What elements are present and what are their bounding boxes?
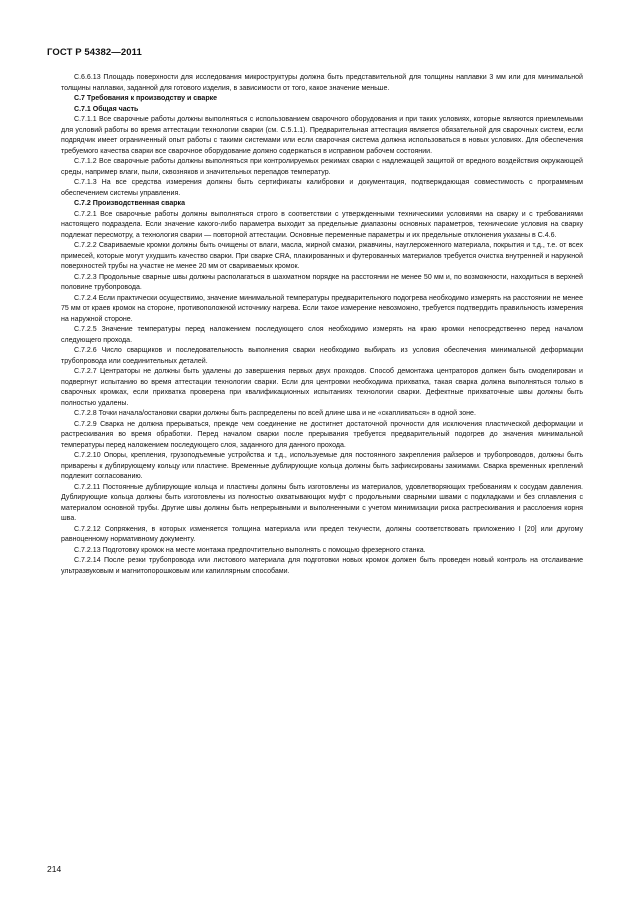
paragraph-c726: С.7.2.6 Число сварщиков и последовательность выполнения сварки необходимо выбирать из условия обеспечения минимальной деформации трубопровода или соединительных деталей. bbox=[61, 347, 583, 365]
paragraph-c7213: С.7.2.13 Подготовку кромок на месте монтажа предпочтительно выполнять с помощью фрезерного станка. bbox=[74, 546, 426, 554]
paragraph-c721: С.7.2.1 Все сварочные работы должны выполняться строго в соответствии с утвержденными техническими условиями на сварку и с требованиями настоящего подраздела. Если значение какого-либо параметра выходит за предельные диапазоны основных параметров, технические условия на сварку подлежат пересмотру, а технология сварки — повторной аттестации. Основные переменные параметры и их предельные отклонения указаны в С.4.6. bbox=[61, 210, 583, 239]
document-body bbox=[61, 73, 583, 577]
page-number: 214 bbox=[47, 864, 62, 874]
paragraph-c712: С.7.1.2 Все сварочные работы должны выполняться при контролируемых режимах сварки с надлежащей защитой от вредного воздействия окружающей среды, например влаги, пыли, сквозняков и значительных перепадов температур. bbox=[61, 158, 583, 176]
paragraph-c723: С.7.2.3 Продольные сварные швы должны располагаться в шахматном порядке на расстоянии не менее 50 мм и, по возможности, находиться в верхней половине трубопровода. bbox=[61, 273, 583, 291]
paragraph-c711: С.7.1.1 Все сварочные работы должны выполняться с использованием сварочного оборудования и при таких условиях, которые являются приемлемыми для условий работы во время аттестации технологии сварки (см. С.5.1.1). Предварительная аттестация является обязательной для сварочных систем, если подрядчик имеет ограниченный опыт работы с такими системами или если сварочная система должна использоваться в новых условиях. Для обеспечения требуемого качества сварки все сварочное оборудование должно содержаться в исправном рабочем состоянии. bbox=[61, 116, 583, 155]
paragraph-c724: С.7.2.4 Если практически осуществимо, значение минимальной температуры предварительного подогрева необходимо измерять на расстоянии не менее 75 мм от краев кромок на стороне, противоположной источнику нагрева. Если такое измерение невозможно, требуется подтвердить правильность измерения на наружной стороне. bbox=[61, 294, 583, 323]
paragraph-c7212: С.7.2.12 Сопряжения, в которых изменяется толщина материала или предел текучести, должны соответствовать приложению I [20] или другому равноценному нормативному документу. bbox=[61, 525, 583, 543]
section-heading-c72: С.7.2 Производственная сварка bbox=[74, 200, 185, 207]
paragraph-c729: С.7.2.9 Сварка не должна прерываться, прежде чем соединение не достигнет достаточной прочности для исключения пластической деформации и растрескивания во время обработки. Перед началом сварки после прерывания требуется предварительный подогрев до значения минимальной температуры перед наложением последующего слоя, заданного для данного прохода. bbox=[61, 420, 583, 449]
paragraph-c713: С.7.1.3 На все средства измерения должны быть сертификаты калибровки и документация, подтверждающая совместимость с программным обеспечением системы управления. bbox=[61, 179, 583, 197]
section-heading-c7: С.7 Требования к производству и сварке bbox=[74, 95, 218, 102]
paragraph-c7210: С.7.2.10 Опоры, крепления, грузоподъемные устройства и т.д., используемые для постоянного закрепления райзеров и трубопроводов, должны быть приварены к дублирующему кольцу или пластине. Временные дублирующие кольца должны быть зафиксированы зажимами. Сварка временных креплений подлежит согласованию. bbox=[61, 452, 583, 480]
paragraph-c722: С.7.2.2 Свариваемые кромки должны быть очищены от влаги, масла, жирной смазки, ржавчины, науглероженного материала, покрытия и т.д., т.е. от всех примесей, которые могут ухудшить качество сварки. При сварке CRA, плакированных и футерованных материалов требуется очистка внутренней и наружной поверхностей трубы на участке не менее 20 мм от свариваемых кромок. bbox=[61, 242, 583, 270]
section-heading-c71: С.7.1 Общая часть bbox=[74, 105, 139, 113]
paragraph-c725: С.7.2.5 Значение температуры перед наложением последующего слоя необходимо измерять на краю кромки непосредственно перед началом следующего прохода. bbox=[61, 326, 583, 344]
document-header: ГОСТ Р 54382—2011 bbox=[47, 47, 142, 58]
paragraph-c7214: С.7.2.14 После резки трубопровода или листового материала для подготовки новых кромок должен быть проведен новый контроль на отслаивание ультразвуковым и магнитопорошковым или капиллярным способами. bbox=[61, 557, 583, 575]
paragraph-c7211: С.7.2.11 Постоянные дублирующие кольца и пластины должны быть изготовлены из материалов, удовлетворяющих требованиям к сосудам давления. Дублирующие кольца должны быть изготовлены из полностью охватывающих муфт с продольными сварными швами с подкладками и без сплавления с материалом основной трубы. Другие швы должны быть непрерывными и выполненными с учетом минимизации риска растрескивания и расслоения корня шва. bbox=[61, 483, 583, 522]
paragraph-c728: С.7.2.8 Точки начала/остановки сварки должны быть распределены по всей длине шва и не «скапливаться» в одной зоне. bbox=[74, 410, 476, 417]
paragraph-c6613: С.6.6.13 Площадь поверхности для исследования микроструктуры должна быть представительной для толщины наплавки 3 мм или для минимальной толщины наплавки, заданной для готового изделия, в зависимости от того, какое значение меньше. bbox=[61, 74, 583, 92]
paragraph-c727: С.7.2.7 Центраторы не должны быть удалены до завершения первых двух проходов. Способ демонтажа центраторов должен быть смоделирован и подвергнут испытанию во время аттестации технологии сварки. Если для центровки необходима прихватка, такая сварка должна выполняться только в сварочных кромках, если прихватка проверена при квалификационных испытаниях технологии сварки. Дефектные прихваточные швы должны быть полностью удалены. bbox=[61, 368, 583, 407]
